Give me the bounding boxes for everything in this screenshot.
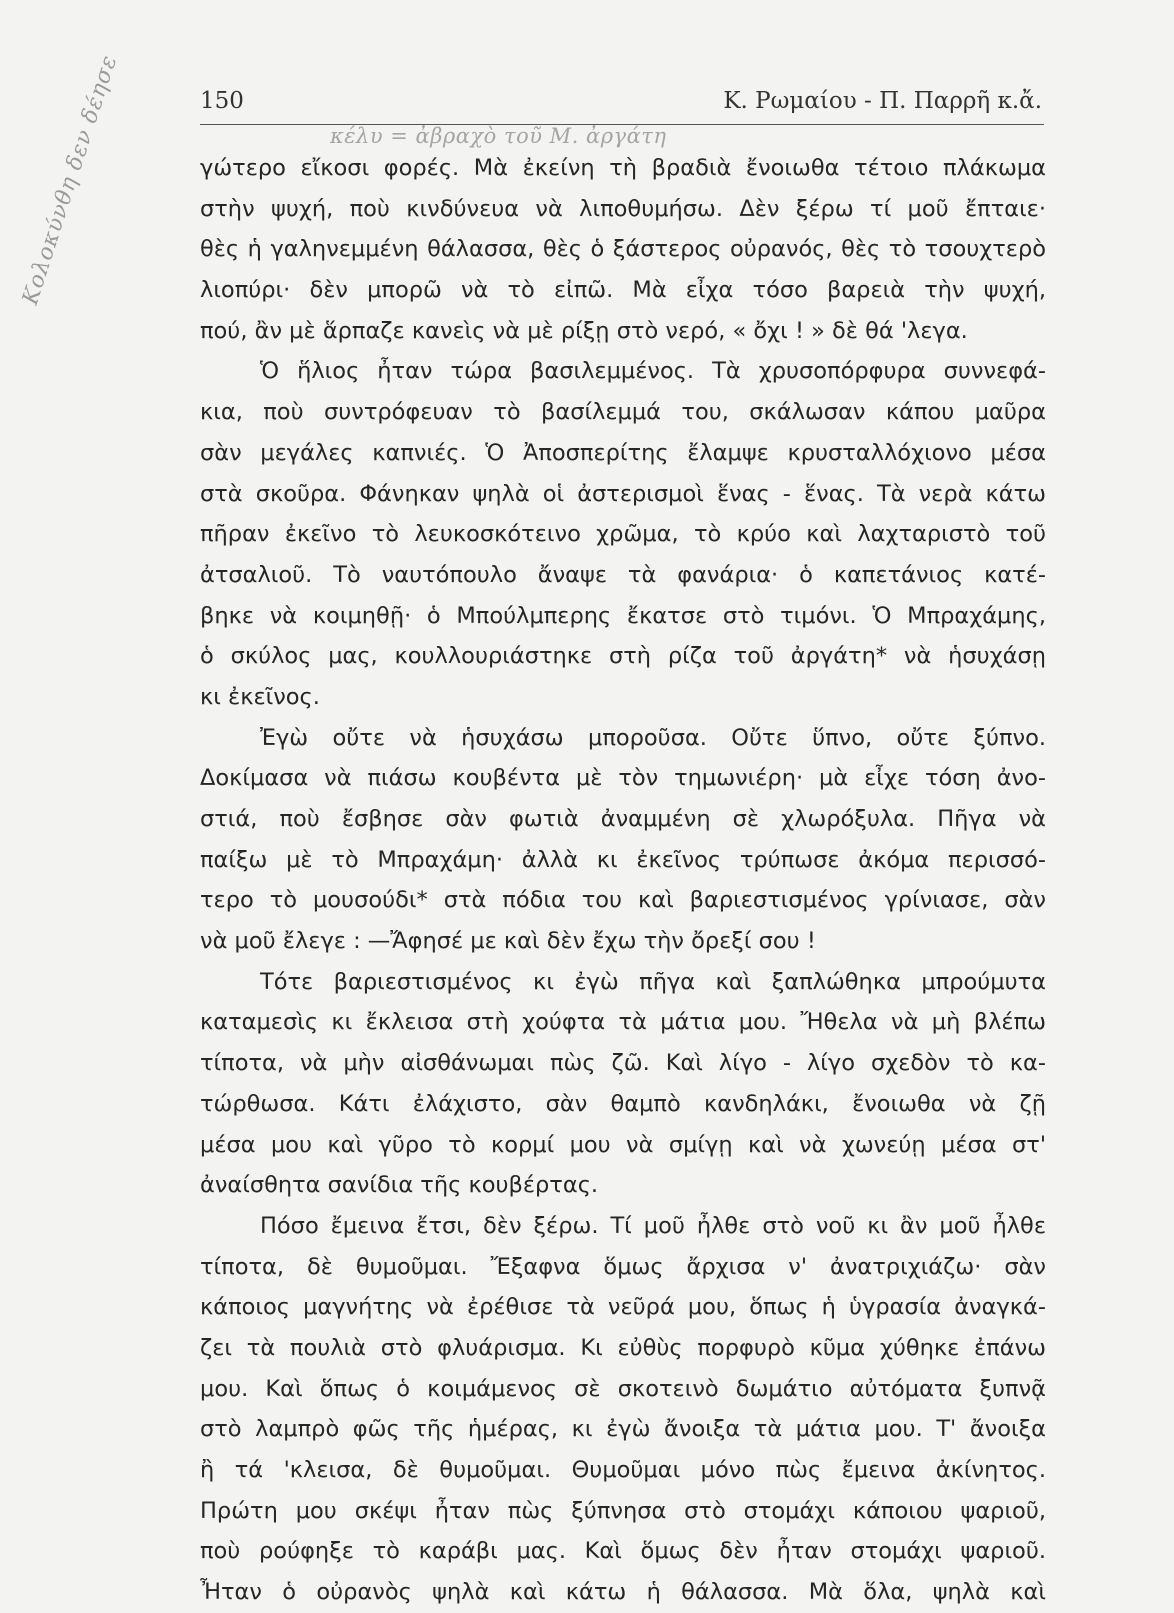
text-line: πού, ἂν μὲ ἅρπαζε κανεὶς νὰ μὲ ρίξῃ στὸ νερό, « ὄχι ! » δὲ θά 'λεγα. xyxy=(200,317,968,344)
text-line: ἀτσαλιοῦ. Τὸ ναυτόπουλο ἄναψε τὰ φανάρια· ὁ καπετάνιος κατέ- xyxy=(200,561,1046,588)
text-line: Πρώτη μου σκέψι ἦταν πὼς ξύπνησα στὸ στομάχι κάποιου ψαριοῦ, xyxy=(200,1497,1046,1524)
text-line: νὰ μοῦ ἔλεγε : —Ἄφησέ με καὶ δὲν ἔχω τὴν ὄρεξί σου ! xyxy=(200,928,816,955)
text-line: Ἦταν ὁ οὐρανὸς ψηλὰ καὶ κάτω ἡ θάλασσα. Μὰ ὅλα, ψηλὰ καὶ xyxy=(200,1579,1046,1606)
paragraph-start-line: Ἐγὼ οὔτε νὰ ἡσυχάσω μποροῦσα. Οὔτε ὕπνο, οὔτε ξύπνο. xyxy=(260,724,1046,751)
text-line: θὲς ἡ γαληνεμμένη θάλασσα, θὲς ὁ ξάστερος οὐρανός, θὲς τὸ τσουχτερὸ xyxy=(200,236,1046,263)
paragraph-start-line: Ὁ ἥλιος ἦταν τώρα βασιλεμμένος. Τὰ χρυσοπόρφυρα συννεφά- xyxy=(260,358,1046,385)
page-header xyxy=(200,84,1044,125)
text-line: μου. Καὶ ὅπως ὁ κοιμάμενος σὲ σκοτεινὸ δωμάτιο αὐτόματα ξυπνᾷ xyxy=(200,1375,1046,1402)
paragraph-start-line: Πόσο ἔμεινα ἔτσι, δὲν ξέρω. Τί μοῦ ἦλθε στὸ νοῦ κι ἂν μοῦ ἦλθε xyxy=(260,1212,1046,1239)
text-line: βηκε νὰ κοιμηθῇ· ὁ Μπούλμπερης ἔκατσε στὸ τιμόνι. Ὁ Μπραχάμης, xyxy=(200,602,1046,629)
text-line: κάποιος μαγνήτης νὰ ἐρέθισε τὰ νεῦρά μου, ὅπως ἡ ὑγρασία ἀναγκά- xyxy=(200,1294,1046,1321)
running-head: Κ. Ρωμαίου - Π. Παρρῆ κ.ἄ. xyxy=(723,88,1042,114)
text-line: λιοπύρι· δὲν μπορῶ νὰ τὸ εἰπῶ. Μὰ εἶχα τόσο βαρειὰ τὴν ψυχή, xyxy=(200,277,1046,304)
text-line: στιά, ποὺ ἔσβησε σὰν φωτιὰ ἀναμμένη σὲ χλωρόξυλα. Πῆγα νὰ xyxy=(200,806,1046,832)
text-line: κι ἐκεῖνος. xyxy=(200,683,320,710)
text-line: τίποτα, νὰ μὴν αἰσθάνωμαι πὼς ζῶ. Καὶ λίγο - λίγο σχεδὸν τὸ κα- xyxy=(200,1050,1046,1077)
text-line: γώτερο εἴκοσι φορές. Μὰ ἐκείνη τὴ βραδιὰ ἔνοιωθα τέτοιο πλάκωμα xyxy=(200,155,1046,181)
text-line: καταμεσὶς κι ἔκλεισα στὴ χούφτα τὰ μάτια μου. Ἤθελα νὰ μὴ βλέπω xyxy=(200,1009,1046,1036)
text-line: τίποτα, δὲ θυμοῦμαι. Ἔξαφνα ὅμως ἄρχισα ν' ἀνατριχιάζω· σὰν xyxy=(200,1253,1046,1280)
text-line: τερο τὸ μουσούδι* στὰ πόδια του καὶ βαριεστισμένος γρίνιασε, σὰν xyxy=(200,887,1046,914)
page-number: 150 xyxy=(200,88,244,114)
text-line: τώρθωσα. Κάτι ἐλάχιστο, σὰν θαμπὸ κανδηλάκι, ἔνοιωθα νὰ ζῇ xyxy=(200,1090,1046,1117)
text-line: ζει τὰ πουλιὰ στὸ φλυάρισμα. Κι εὐθὺς πορφυρὸ κῦμα χύθηκε ἐπάνω xyxy=(200,1334,1046,1361)
text-line: σὰν μεγάλες καπνιές. Ὁ Ἀποσπερίτης ἔλαμψε κρυσταλλόχιονο μέσα xyxy=(200,439,1046,466)
text-line: παίξω μὲ τὸ Μπραχάμη· ἀλλὰ κι ἐκεῖνος τρύπωσε ἀκόμα περισσό- xyxy=(200,846,1046,873)
text-line: κια, ποὺ συντρόφευαν τὸ βασίλεμμά του, σκάλωσαν κάπου μαῦρα xyxy=(200,399,1046,426)
text-line: μέσα μου καὶ γῦρο τὸ κορμί μου νὰ σμίγῃ καὶ νὰ χωνεύῃ μέσα στ' xyxy=(200,1131,1046,1158)
text-line: Δοκίμασα νὰ πιάσω κουβέντα μὲ τὸν τημωνιέρη· μὰ εἶχε τόση ἀνο- xyxy=(200,765,1046,792)
text-line: ἀναίσθητα σανίδια τῆς κουβέρτας. xyxy=(200,1172,599,1199)
text-line: στὴν ψυχή, ποὺ κινδύνευα νὰ λιποθυμήσω. Δὲν ξέρω τί μοῦ ἔπταιε· xyxy=(200,195,1046,222)
text-line: στὰ σκοῦρα. Φάνηκαν ψηλὰ οἱ ἀστερισμοὶ ἕνας - ἕνας. Τὰ νερὰ κάτω xyxy=(200,480,1046,507)
text-line: στὸ λαμπρὸ φῶς τῆς ἡμέρας, κι ἐγὼ ἄνοιξα τὰ μάτια μου. Τ' ἄνοιξα xyxy=(200,1416,1046,1443)
margin-handwritten-note: Κολοκύνθη δεν δέησε xyxy=(18,51,123,308)
text-line: πῆραν ἐκεῖνο τὸ λευκοσκότεινο χρῶμα, τὸ κρύο καὶ λαχταριστὸ τοῦ xyxy=(200,521,1046,548)
paragraph-start-line: Τότε βαριεστισμένος κι ἐγὼ πῆγα καὶ ξαπλώθηκα μπρούμυτα xyxy=(260,968,1046,995)
body-text xyxy=(200,148,1046,1613)
handwritten-annotation: κέλυ = ἀβραχὸ τοῦ Μ. ἀργάτη xyxy=(330,124,667,148)
text-line: ποὺ ρούφηξε τὸ καράβι μας. Καὶ ὅμως δὲν ἦταν στομάχι ψαριοῦ. xyxy=(200,1538,1046,1565)
text-line: ὁ σκύλος μας, κουλλουριάστηκε στὴ ρίζα τοῦ ἀργάτη* νὰ ἡσυχάσῃ xyxy=(200,643,1046,670)
text-line: ἢ τά 'κλεισα, δὲ θυμοῦμαι. Θυμοῦμαι μόνο πὼς ἔμεινα ἀκίνητος. xyxy=(200,1457,1046,1483)
